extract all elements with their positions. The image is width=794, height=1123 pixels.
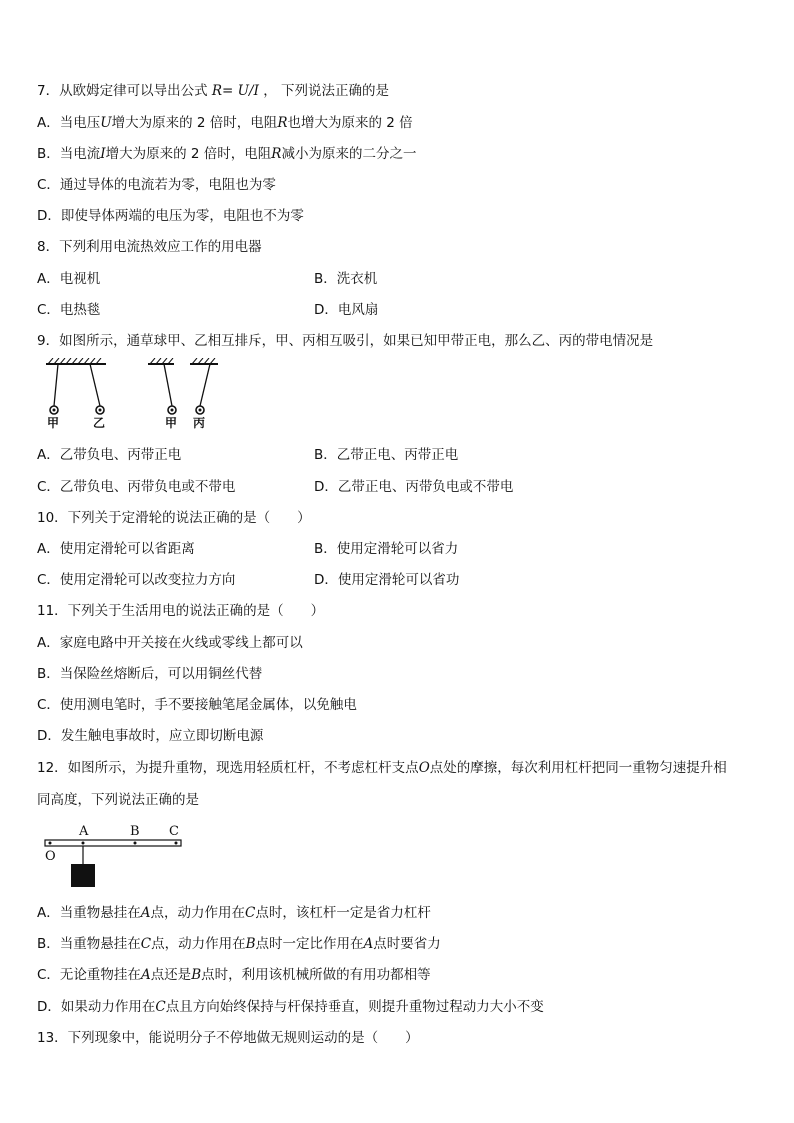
q11-option-a: A．家庭电路中开关接在火线或零线上都可以 [37,635,303,651]
q7-stem-text-2: ， 下列说法正确的是 [263,83,390,99]
q7-stem [37,82,389,100]
lever-label-a: A [79,824,89,839]
q9-label-yi: 乙 [93,416,106,430]
q9-label-bing: 丙 [193,416,206,430]
q11-option-d: D．发生触电事故时，应立即切断电源 [37,728,264,744]
lever-label-o: O [45,849,56,864]
q11-option-c: C．使用测电笔时，手不要接触笔尾金属体，以免触电 [37,697,357,713]
lever-point-o [49,842,52,845]
q10-option-b: B．使用定滑轮可以省力 [314,541,459,557]
q10-option-a: A．使用定滑轮可以省距离 [37,541,195,557]
q8-option-a: A．电视机 [37,271,101,287]
q8-option-d: D．电风扇 [314,302,379,318]
lever-point-c [175,842,178,845]
q7-formula: R= U/I [211,83,259,99]
q10-stem: 10．下列关于定滑轮的说法正确的是（ ） [37,510,311,526]
q12-option-d: D．如果动力作用在C点且方向始终保持与杆保持垂直，则提升重物过程动力大小不变 [37,999,544,1015]
q9-option-d: D．乙带正电、丙带负电或不带电 [314,479,514,495]
q12-stem-line-1: 12．如图所示，为提升重物，现选用轻质杠杆，不考虑杠杆支点O点处的摩擦，每次利用杠杆把同一重物匀速提升相 [37,760,727,776]
q7-option-a: A．当电压U增大为原来的 2 倍时，电阻R也增大为原来的 2 倍 [37,115,413,131]
q9-stem: 9．如图所示，通草球甲、乙相互排斥，甲、丙相互吸引，如果已知甲带正电，那么乙、丙的带电情况是 [37,333,654,349]
lever-label-b: B [130,824,140,839]
q10-option-c: C．使用定滑轮可以改变拉力方向 [37,572,236,588]
q10-option-d: D．使用定滑轮可以省功 [314,572,460,588]
q7-stem-text: 7．从欧姆定律可以导出公式 [37,83,208,99]
q7-option-d: D．即使导体两端的电压为零，电阻也不为零 [37,208,304,224]
q13-stem: 13．下列现象中，能说明分子不停地做无规则运动的是（ ） [37,1030,419,1046]
lever-point-a [82,842,85,845]
q12-lever-figure [44,838,184,890]
lever-label-c: C [169,824,179,839]
heavy-weight [71,864,95,887]
lever-point-b [134,842,137,845]
q12-stem-line-2: 同高度，下列说法正确的是 [37,792,199,808]
q7-option-b: B．当电流I增大为原来的 2 倍时，电阻R减小为原来的二分之一 [37,146,417,162]
q9-label-jia-1: 甲 [47,416,60,430]
q11-option-b: B．当保险丝熔断后，可以用铜丝代替 [37,666,263,682]
q12-option-b: B．当重物悬挂在C点，动力作用在B点时一定比作用在A点时要省力 [37,936,441,952]
q8-option-c: C．电热毯 [37,302,101,318]
q12-option-c: C．无论重物挂在A点还是B点时，利用该机械所做的有用功都相等 [37,967,431,983]
q12-option-a: A．当重物悬挂在A点，动力作用在C点时，该杠杆一定是省力杠杆 [37,905,431,921]
q8-option-b: B．洗衣机 [314,271,378,287]
q7-option-c: C．通过导体的电流若为零，电阻也为零 [37,177,276,193]
q11-stem: 11．下列关于生活用电的说法正确的是（ ） [37,603,325,619]
q9-option-b: B．乙带正电、丙带正电 [314,447,459,463]
q8-stem: 8．下列利用电流热效应工作的用电器 [37,239,262,255]
q9-option-a: A．乙带负电、丙带正电 [37,447,182,463]
lever-bar [45,840,181,846]
q9-label-jia-2: 甲 [165,416,178,430]
q9-option-c: C．乙带负电、丙带负电或不带电 [37,479,236,495]
